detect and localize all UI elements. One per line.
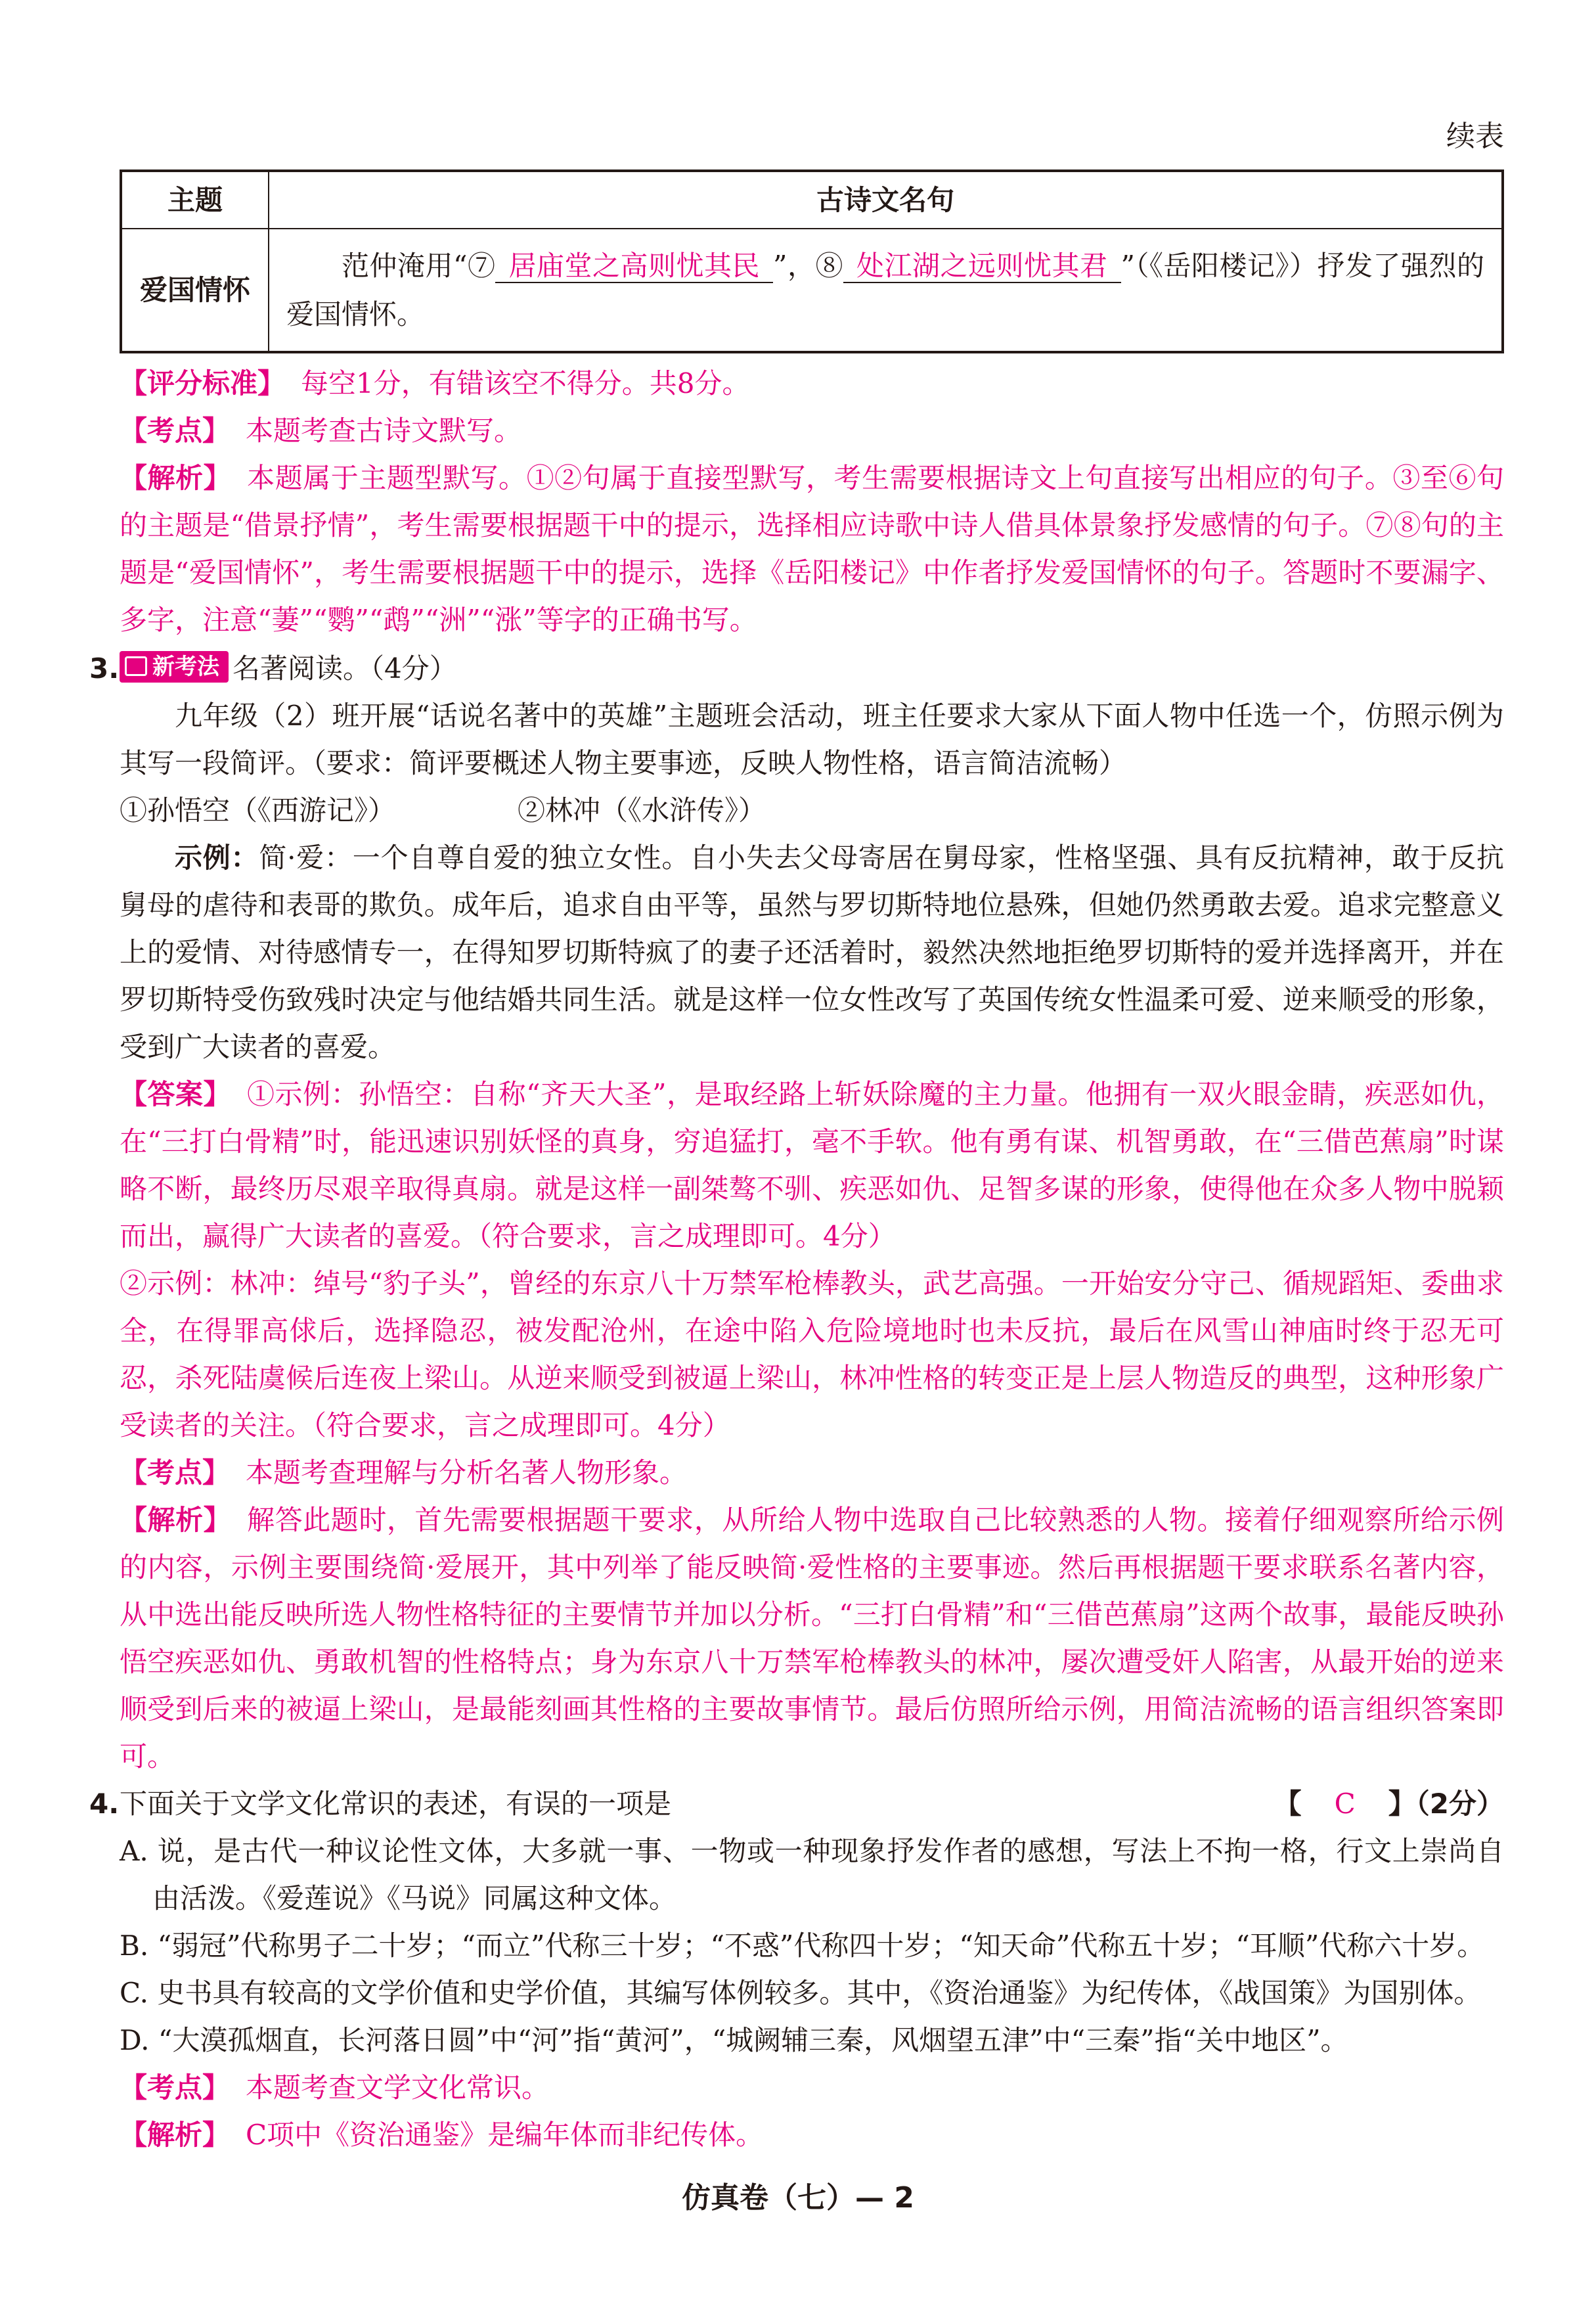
table-header-content: 古诗文名句	[269, 171, 1503, 229]
continued-label: 续表	[1446, 120, 1504, 153]
q3-options	[120, 787, 1504, 834]
q4-stem: 下面关于文学文化常识的表述，有误的一项是	[120, 1788, 672, 1820]
q4-analysis: 【解析】 C项中《资治通鉴》是编年体而非纪传体。	[120, 2119, 764, 2151]
row-tail: ”（《岳阳楼记》）抒发了强烈的爱国情怀。	[286, 249, 1484, 330]
q4-point: 【考点】 本题考查文学文化常识。	[120, 2071, 550, 2104]
q4-stem-line	[120, 1780, 1504, 1828]
row-lead: 范仲淹用“⑦	[342, 249, 496, 282]
poem-table	[120, 169, 1504, 353]
q4-number: 4.	[89, 1788, 120, 1820]
answer-fill-8: 处江湖之远则忧其君	[843, 250, 1121, 283]
q3-title-line	[120, 645, 1504, 692]
q4-option-a: A. 说，是古代一种议论性文体，大多就一事、一物或一种现象抒发作者的感想，写法上不拘一格，行文上崇尚自由活泼。《爱莲说》《马说》同属这种文体。	[120, 1835, 1504, 1914]
thumbs-up-icon	[125, 656, 147, 676]
question-3	[120, 645, 1504, 1780]
table-header-theme: 主题	[121, 171, 269, 229]
q3-option-2: ②林冲（《水浒传》）	[518, 794, 766, 826]
page-footer: 仿真卷（七）— 2	[682, 2181, 914, 2215]
q2-explanation	[120, 360, 1504, 644]
q4-answer-box: 【 C 】（2分）	[1274, 1788, 1504, 1820]
q3-prompt: 九年级（2）班开展“话说名著中的英雄”主题班会活动，班主任要求大家从下面人物中任选一个，仿照示例为其写一段简评。（要求：简评要概述人物主要事迹，反映人物性格，语言简洁流畅）	[120, 700, 1504, 779]
q3-point: 【考点】 本题考查理解与分析名著人物形象。	[120, 1456, 688, 1489]
row-mid: ”，⑧	[773, 249, 843, 282]
q4-option-b: B. “弱冠”代称男子二十岁；“而立”代称三十岁；“不惑”代称四十岁；“知天命”代称五十岁；“耳顺”代称六十岁。	[120, 1930, 1485, 1962]
q3-answer-2: ②示例：林冲：绰号“豹子头”，曾经的东京八十万禁军枪棒教头，武艺高强。一开始安分守己、循规蹈矩、委曲求全，在得罪高俅后，选择隐忍，被发配沧州，在途中陷入危险境地时也未反抗，最后在风雪山神庙时终于忍无可忍，杀死陆虞候后连夜上梁山。从逆来顺受到被逼上梁山，林冲性格的转变正是上层人物造反的典型，这种形象广受读者的关注。（符合要求，言之成理即可。4分）	[120, 1267, 1504, 1441]
q4-answer: C	[1334, 1788, 1356, 1820]
table-row-theme: 爱国情怀	[121, 229, 269, 352]
q2-analysis: 【解析】 本题属于主题型默写。①②句属于直接型默写，考生需要根据诗文上句直接写出相应的句子。③至⑥句的主题是“借景抒情”，考生需要根据题干中的提示，选择相应诗歌中诗人借具体景象抒发感情的句子。⑦⑧句的主题是“爱国情怀”，考生需要根据题干中的提示，选择《岳阳楼记》中作者抒发爱国情怀的句子。答题时不要漏字、多字，注意“萋”“鹦”“鹉”“洲”“涨”等字的正确书写。	[120, 462, 1504, 636]
question-4	[120, 1780, 1504, 2159]
q2-point: 【考点】 本题考查古诗文默写。	[120, 415, 522, 447]
q3-title: 名著阅读。（4分）	[233, 652, 457, 685]
q3-option-1: ①孙悟空（《西游记》）	[120, 794, 396, 826]
q4-option-d: D. “大漠孤烟直，长河落日圆”中“河”指“黄河”，“城阙辅三秦，风烟望五津”中“三秦”指“关中地区”。	[120, 2024, 1348, 2056]
q3-example: 示例：简·爱：一个自尊自爱的独立女性。自小失去父母寄居在舅母家，性格坚强、具有反抗精神，敢于反抗舅母的虐待和表哥的欺负。成年后，追求自由平等，虽然与罗切斯特地位悬殊，但她仍然勇敢去爱。追求完整意义上的爱情、对待感情专一，在得知罗切斯特疯了的妻子还活着时，毅然决然地拒绝罗切斯特的爱并选择离开，并在罗切斯特受伤致残时决定与他结婚共同生活。就是这样一位女性改写了英国传统女性温柔可爱、逆来顺受的形象，受到广大读者的喜爱。	[120, 842, 1504, 1063]
q3-number: 3.	[89, 652, 120, 685]
answer-fill-7: 居庙堂之高则忧其民	[495, 250, 773, 283]
score-standard: 【评分标准】 每空1分，有错该空不得分。共8分。	[120, 367, 750, 399]
q3-analysis: 【解析】 解答此题时，首先需要根据题干要求，从所给人物中选取自己比较熟悉的人物。接着仔细观察所给示例的内容，示例主要围绕简·爱展开，其中列举了能反映简·爱性格的主要事迹。然后再根据题干要求联系名著内容，从中选出能反映所选人物性格特征的主要情节并加以分析。“三打白骨精”和“三借芭蕉扇”这两个故事，最能反映孙悟空疾恶如仇、勇敢机智的性格特点；身为东京八十万禁军枪棒教头的林冲，屡次遭受奸人陷害，从最开始的逆来顺受到后来的被逼上梁山，是最能刻画其性格的主要故事情节。最后仿照所给示例，用简洁流畅的语言组织答案即可。	[120, 1504, 1504, 1772]
table-row-content	[269, 229, 1503, 352]
new-method-badge: 新考法	[120, 651, 229, 683]
q3-answer-1: 【答案】 ①示例：孙悟空：自称“齐天大圣”，是取经路上斩妖除魔的主力量。他拥有一双火眼金睛，疾恶如仇，在“三打白骨精”时，能迅速识别妖怪的真身，穷追猛打，毫不手软。他有勇有谋、机智勇敢，在“三借芭蕉扇”时谋略不断，最终历尽艰辛取得真扇。就是这样一副桀骜不驯、疾恶如仇、足智多谋的形象，使得他在众多人物中脱颖而出，赢得广大读者的喜爱。（符合要求，言之成理即可。4分）	[120, 1078, 1504, 1252]
q4-option-c: C. 史书具有较高的文学价值和史学价值，其编写体例较多。其中，《资治通鉴》为纪传体，《战国策》为国别体。	[120, 1977, 1482, 2009]
